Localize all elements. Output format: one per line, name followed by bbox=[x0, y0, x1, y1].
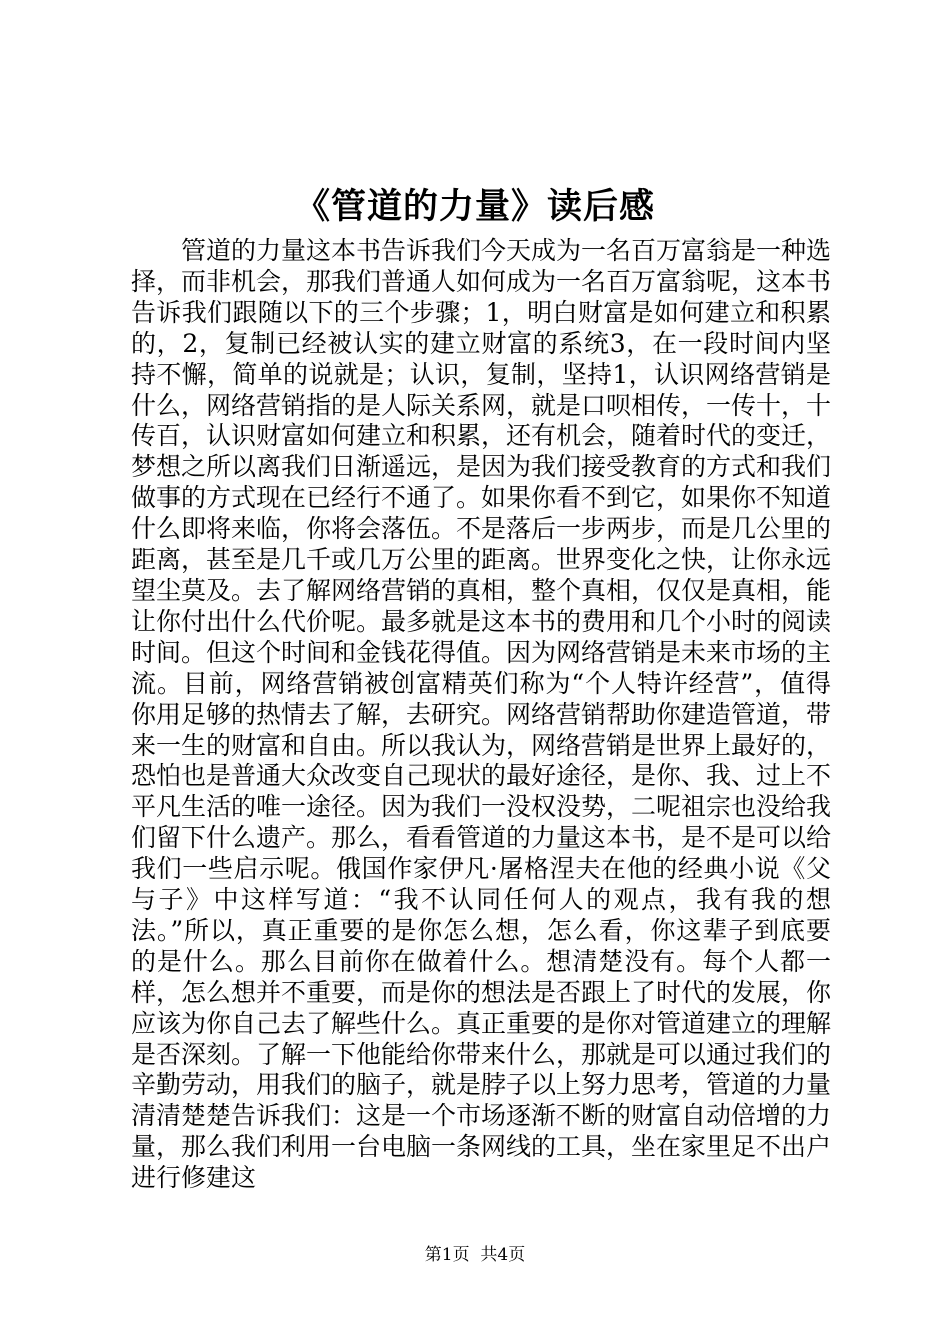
page-footer: 第1页 共4页 bbox=[424, 1245, 526, 1265]
document-title: 《管道的力量》读后感 bbox=[294, 186, 655, 227]
document-body: 管道的力量这本书告诉我们今天成为一名百万富翁是一种选择，而非机会，那我们普通人如何成为一名百万富翁呢，这本书告诉我们跟随以下的三个步骤；1，明白财富是如何建立和积累的，2，复制已经被认实的建立财富的系统3，在一段时间内坚持不懈，简单的说就是；认识，复制，坚持1，认识网络营销是什么，网络营销指的是人际关系网，就是口呗相传，一传十，十传百，认识财富如何建立和积累，还有机会，随着时代的变迁，梦想之所以离我们日渐遥远，是因为我们接受教育的方式和我们做事的方式现在已经行不通了。如果你看不到它，如果你不知道什么即将来临，你将会落伍。不是落后一步两步，而是几公里的距离，甚至是几千或几万公里的距离。世界变化之快，让你永远望尘莫及。去了解网络营销的真相，整个真相，仅仅是真相，能让你付出什么代价呢。最多就是这本书的费用和几个小时的阅读时间。但这个时间和金钱花得值。因为网络营销是未来市场的主流。目前，网络营销被创富精英们称为“个人特许经营”，值得你用足够的热情去了解，去研究。网络营销帮助你建造管道，带来一生的财富和自由。所以我认为，网络营销是世界上最好的，恐怕也是普通大众改变自己现状的最好途径，是你、我、过上不平凡生活的唯一途径。因为我们一没权没势，二呢祖宗也没给我们留下什么遗产。那么，看看管道的力量这本书，是不是可以给我们一些启示呢。俄国作家伊凡·屠格涅夫在他的经典小说《父与子》中这样写道：“我不认同任何人的观点，我有我的想法。”所以，真正重要的是你怎么想，怎么看，你这辈子到底要的是什么。那么目前你在做着什么。想清楚没有。每个人都一样，怎么想并不重要，而是你的想法是否跟上了时代的发展，你应该为你自己去了解些什么。真正重要的是你对管道建立的理解是否深刻。了解一下他能给你带来什么，那就是可以通过我们的辛勤劳动，用我们的脑子，就是脖子以上努力思考，管道的力量清清楚楚告诉我们：这是一个市场逐渐不断的财富自动倍增的力量，那么我们利用一台电脑一条网线的工具，坐在家里足不出户进行修建这 bbox=[131, 236, 832, 1193]
